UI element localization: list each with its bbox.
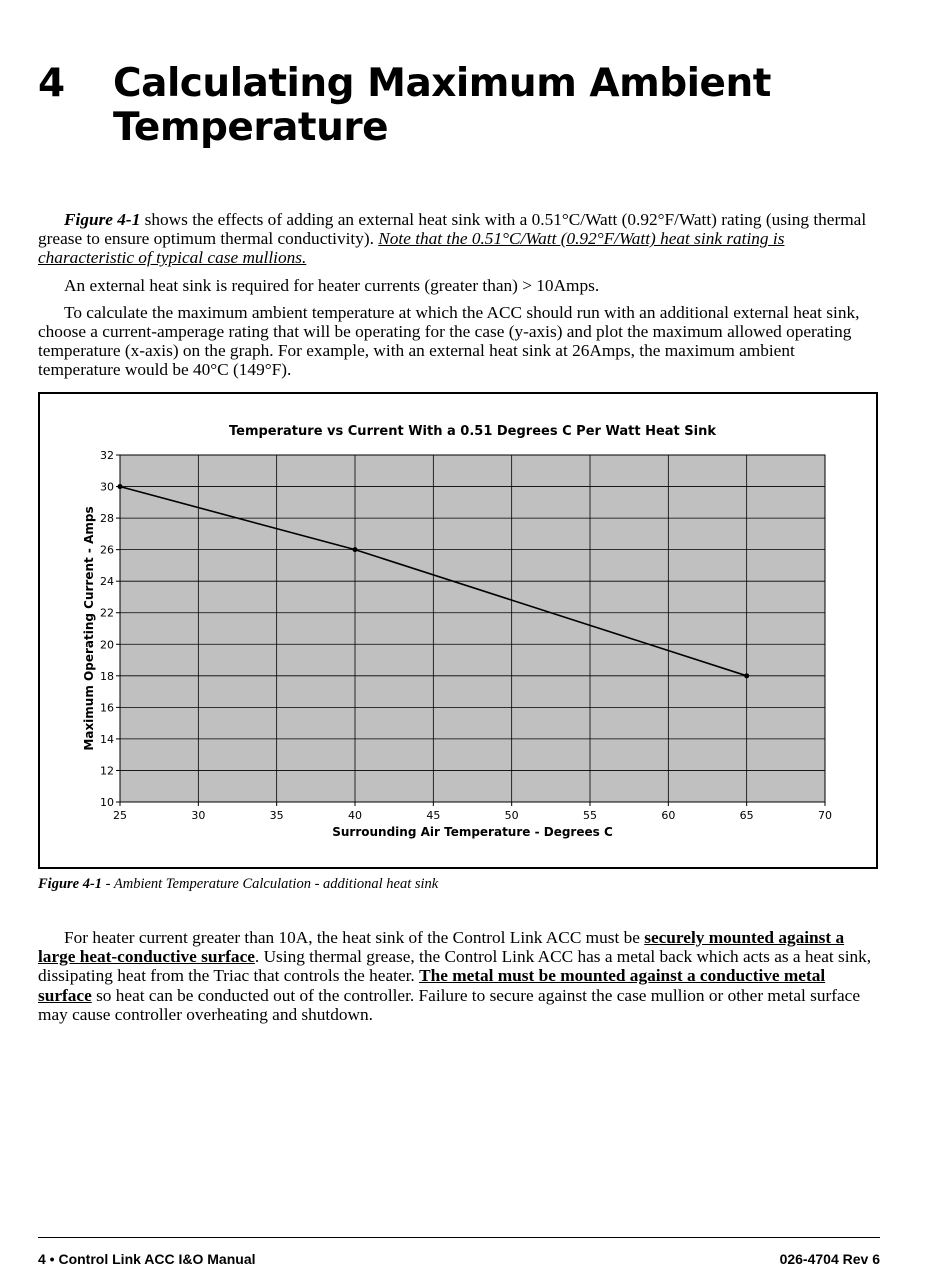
y-tick-label: 30 (100, 480, 114, 494)
caption-figure-reference: Figure 4-1 (38, 876, 103, 892)
y-tick-label: 22 (100, 606, 114, 620)
chart-title: Temperature vs Current With a 0.51 Degrees C Per Watt Heat Sink (229, 424, 716, 439)
y-tick-label: 10 (100, 796, 114, 809)
temperature-current-chart (40, 394, 876, 867)
x-tick-label: 40 (348, 809, 362, 822)
y-tick-label: 14 (100, 732, 114, 746)
intro-paragraph-2: An external heat sink is required for heater currents (greater than) > 10Amps. (64, 275, 600, 295)
x-tick-label: 25 (113, 809, 127, 822)
x-axis-label: Surrounding Air Temperature - Degrees C (332, 825, 613, 839)
figure-caption (38, 876, 880, 893)
figure-reference: Figure 4-1 (64, 210, 141, 229)
y-tick-label: 26 (100, 543, 114, 557)
mounting-paragraph (38, 928, 880, 1024)
figure-4-1 (38, 392, 878, 869)
footer-manual-title: 4 • Control Link ACC I&O Manual (38, 1251, 256, 1267)
data-point (744, 673, 749, 678)
data-point (118, 484, 123, 489)
x-tick-label: 55 (583, 809, 597, 822)
x-tick-label: 45 (426, 809, 441, 822)
mounting-text-a: For heater current greater than 10A, the heat sink of the Control Link ACC must be (64, 928, 645, 947)
x-tick-label: 60 (661, 809, 676, 822)
mounting-text (38, 928, 880, 1032)
x-tick-label: 30 (191, 809, 206, 822)
footer-rule (38, 1237, 880, 1238)
x-tick-label: 65 (739, 809, 754, 822)
y-tick-label: 18 (100, 669, 114, 683)
footer-document-number: 026-4704 Rev 6 (779, 1251, 880, 1267)
intro-paragraph-3: To calculate the maximum ambient temperature at which the ACC should run with an additional external heat sink, choose a current-amperage rating that will be operating for the case (y-axis) and plot the maximum allowed operating temperature (x-axis) on the graph. For example, with an external heat sink at 26Amps, the maximum ambient temperature would be 40°C (149°F). (38, 302, 860, 380)
chapter-number: 4 (38, 61, 65, 106)
x-tick-label: 70 (818, 809, 832, 822)
y-axis-label: Maximum Operating Current - Amps (82, 506, 96, 751)
chapter-title-line-2: Temperature (113, 105, 389, 150)
y-tick-label: 28 (100, 512, 114, 526)
y-tick-label: 32 (100, 449, 114, 462)
plot-area (120, 455, 825, 802)
x-tick-label: 35 (269, 809, 284, 822)
caption-text: - Ambient Temperature Calculation - additional heat sink (102, 876, 439, 892)
mounting-text-e: so heat can be conducted out of the controller. Failure to secure against the case mullion or other metal surface may cause controller overheating and shutdown. (38, 985, 861, 1024)
intro-paragraph-1-text: shows the effects of adding an external heat sink with a 0.51°C/Watt (0.92°F/Watt) rating (using thermal grease to ensure optimum thermal conductivity). (38, 210, 867, 249)
y-tick-label: 16 (100, 701, 114, 715)
data-point (353, 547, 358, 552)
y-tick-label: 12 (100, 764, 114, 778)
heat-sink-note: Note that the 0.51°C/Watt (0.92°F/Watt) heat sink rating is characteristic of typical case mullions. (38, 229, 785, 268)
intro-paragraph-1 (38, 210, 880, 268)
mounting-emphasis-1: securely mounted against a large heat-conductive surface (38, 928, 845, 967)
x-tick-label: 50 (504, 809, 519, 822)
mounting-emphasis-2: The metal must be mounted against a conductive metal surface (38, 966, 826, 1005)
intro-text (38, 210, 880, 388)
y-tick-label: 24 (100, 575, 114, 589)
chapter-title-line-1: Calculating Maximum Ambient (113, 61, 771, 106)
y-tick-label: 20 (100, 638, 114, 652)
mounting-text-c: . Using thermal grease, the Control Link ACC has a metal back which acts as a heat sink, dissipating heat from the Triac that controls the heater. (38, 947, 872, 986)
chapter-title (113, 62, 873, 150)
